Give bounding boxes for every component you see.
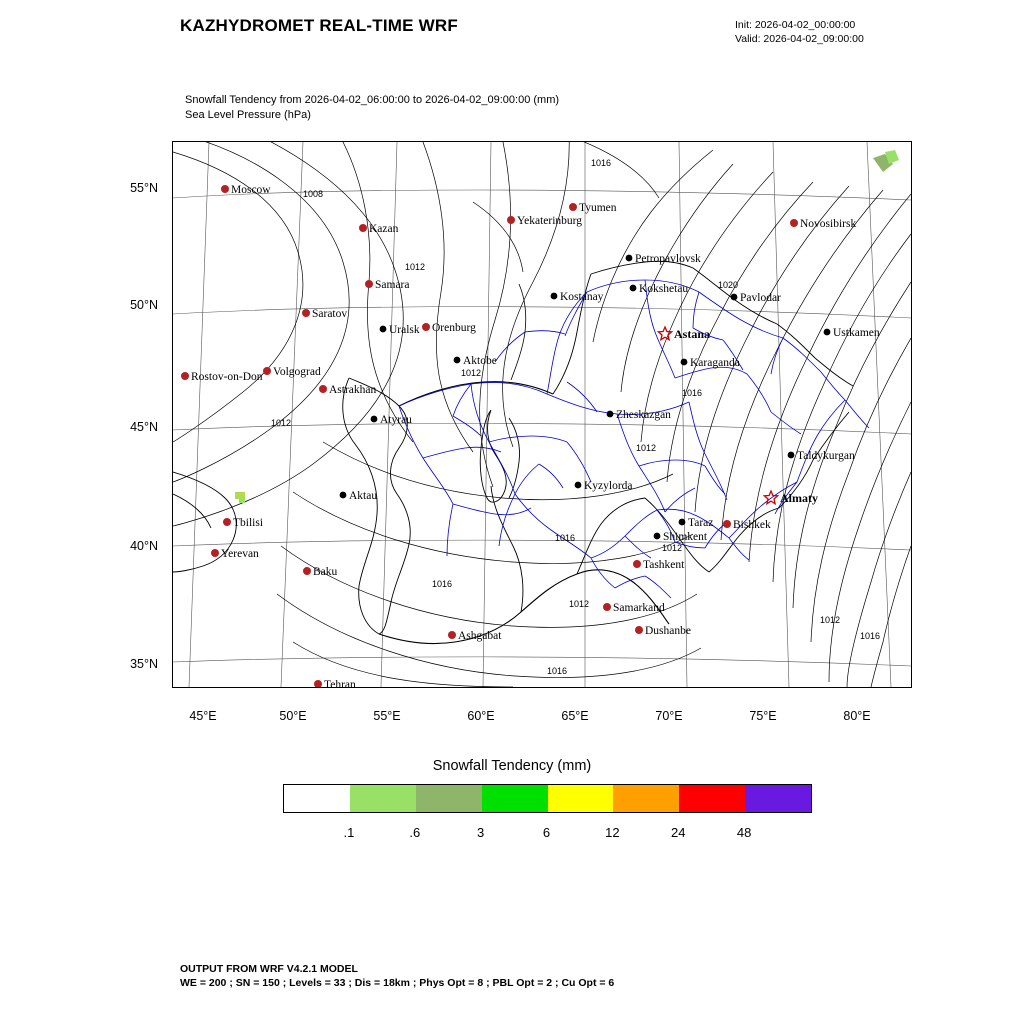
lon-label-50e: 50°E	[279, 709, 307, 723]
city-dot	[633, 560, 641, 568]
lon-label-55e: 55°E	[373, 709, 401, 723]
colorbar-tick-2: 3	[477, 825, 485, 840]
colorbar-title: Snowfall Tendency (mm)	[432, 758, 592, 774]
lon-label-45e: 45°E	[189, 709, 217, 723]
city-name-label: Almaty	[780, 491, 818, 505]
colorbar-tick-labels	[283, 825, 812, 843]
city-dot	[263, 367, 271, 375]
city-name-label: Ashgabat	[458, 630, 502, 642]
city-name-label: Samarkand	[613, 602, 665, 614]
city-dot	[223, 518, 231, 526]
isobar-label-13: 1016	[860, 631, 881, 641]
city-dot	[303, 567, 311, 575]
city-name-label: Saratov	[312, 308, 348, 320]
city-name-label: Rostov-on-Don	[191, 371, 263, 383]
city-name-label: Astrakhan	[329, 384, 377, 396]
colorbar-tick-5: 24	[671, 825, 686, 840]
isobar-label-3: 1020	[718, 280, 739, 290]
city-marker[interactable]	[507, 215, 582, 227]
city-name-label: Kokshetau	[639, 283, 689, 295]
city-marker[interactable]	[603, 602, 665, 614]
lon-label-70e: 70°E	[655, 709, 683, 723]
colorbar-tick-1: .6	[409, 825, 421, 840]
colorbar-tick-4: 12	[605, 825, 620, 840]
colorbar-swatch-5	[613, 785, 679, 812]
isobar-label-8: 1016	[555, 533, 576, 543]
city-dot	[454, 357, 461, 364]
city-marker[interactable]	[681, 357, 740, 369]
model-output-info	[180, 962, 614, 990]
city-marker[interactable]	[824, 327, 880, 339]
lat-label-40n: 40°N	[130, 539, 158, 553]
city-name-label: Zheskazgan	[616, 409, 671, 421]
city-marker[interactable]	[790, 218, 856, 230]
city-name-label: Baku	[313, 566, 338, 578]
city-dot	[211, 549, 219, 557]
city-marker[interactable]	[607, 409, 672, 421]
city-name-label: Samara	[375, 279, 410, 291]
colorbar-swatch-3	[482, 785, 548, 812]
city-name-label: Kazan	[369, 223, 399, 235]
isobar-label-9: 1012	[662, 543, 683, 553]
city-name-label: Moscow	[231, 184, 271, 196]
city-dot	[422, 323, 430, 331]
city-dot	[448, 631, 456, 639]
isobar-label-7: 1012	[636, 443, 657, 453]
city-name-label: Volgograd	[273, 366, 321, 378]
city-dot	[731, 294, 738, 301]
city-marker[interactable]	[630, 283, 689, 295]
field-line-2: Sea Level Pressure (hPa)	[185, 109, 311, 121]
city-name-label: Yerevan	[221, 548, 259, 560]
city-dot	[569, 203, 577, 211]
lon-label-65e: 65°E	[561, 709, 589, 723]
colorbar-swatch-6	[679, 785, 745, 812]
isobar-label-6: 1012	[271, 418, 292, 428]
city-dot	[723, 520, 731, 528]
city-dot	[340, 492, 347, 499]
lat-label-50n: 50°N	[130, 298, 158, 312]
lon-label-75e: 75°E	[749, 709, 777, 723]
colorbar-swatch-1	[350, 785, 416, 812]
city-dot	[551, 293, 558, 300]
colorbar	[283, 784, 812, 813]
city-dot	[607, 411, 614, 418]
city-name-label: Kostanay	[560, 291, 604, 303]
city-dot	[603, 603, 611, 611]
city-marker[interactable]	[575, 480, 633, 492]
city-dot	[380, 326, 387, 333]
lat-label-35n: 35°N	[130, 657, 158, 671]
city-dot	[790, 219, 798, 227]
city-dot	[788, 452, 795, 459]
city-name-label: Atyrau	[380, 414, 412, 426]
city-name-label: Ustkamen	[833, 327, 880, 339]
city-dot	[371, 416, 378, 423]
city-dot	[679, 519, 686, 526]
city-name-label: Tyumen	[579, 202, 617, 214]
isobar-label-12: 1012	[820, 615, 841, 625]
isobar-label-1: 1008	[303, 189, 324, 199]
city-marker[interactable]	[626, 253, 701, 265]
city-dot	[630, 285, 637, 292]
city-dot	[359, 224, 367, 232]
city-name-label: Dushanbe	[645, 625, 691, 637]
city-dot	[507, 216, 515, 224]
lat-label-55n: 55°N	[130, 181, 158, 195]
page-title: KAZHYDROMET REAL-TIME WRF	[180, 16, 458, 35]
run-time-info	[735, 18, 864, 46]
city-marker[interactable]	[788, 450, 855, 462]
isobar-label-5: 1016	[682, 388, 703, 398]
city-name-label: Pavlodar	[740, 292, 781, 304]
city-dot	[181, 372, 189, 380]
city-name-label: Bishkek	[733, 519, 771, 531]
city-dot	[221, 185, 229, 193]
footer-line-2: WE = 200 ; SN = 150 ; Levels = 33 ; Dis = 18km ; Phys Opt = 8 ; PBL Opt = 2 ; Cu Opt = 6	[180, 977, 615, 989]
field-line-1: Snowfall Tendency from 2026-04-02_06:00:00 to 2026-04-02_09:00:00 (mm)	[185, 94, 560, 106]
city-dot	[681, 359, 688, 366]
city-dot	[319, 385, 327, 393]
city-name-label: Aktobe	[463, 355, 497, 367]
colorbar-swatch-7	[745, 785, 811, 812]
colorbar-swatch-4	[548, 785, 614, 812]
city-name-label: Aktau	[349, 490, 378, 502]
field-description	[185, 93, 559, 123]
city-dot	[365, 280, 373, 288]
city-name-label: Taraz	[688, 517, 714, 529]
city-marker[interactable]	[181, 371, 263, 383]
lon-label-60e: 60°E	[467, 709, 495, 723]
isobar-label-0: 1016	[591, 158, 612, 168]
city-dot	[302, 309, 310, 317]
isobar-label-14: 1016	[547, 666, 568, 676]
isobar-label-10: 1016	[432, 579, 453, 589]
city-dot	[824, 329, 831, 336]
city-name-label: Shimkent	[663, 531, 708, 543]
city-name-label: Karaganda	[690, 357, 740, 369]
valid-time: Valid: 2026-04-02_09:00:00	[735, 33, 864, 45]
city-name-label: Tehran	[324, 679, 356, 687]
map-canvas[interactable]	[172, 141, 912, 688]
colorbar-tick-6: 48	[736, 825, 752, 840]
city-name-label: Yekaterinburg	[517, 215, 583, 227]
colorbar-tick-0: .1	[343, 825, 355, 840]
city-dot	[654, 533, 661, 540]
city-name-label: Astana	[674, 327, 711, 341]
colorbar-swatch-2	[416, 785, 482, 812]
colorbar-tick-3: 6	[542, 825, 551, 840]
city-name-label: Uralsk	[389, 324, 420, 336]
isobar-label-2: 1012	[405, 262, 426, 272]
isobar-label-4: 1012	[461, 368, 482, 378]
city-dot	[575, 482, 582, 489]
city-name-label: Novosibirsk	[800, 218, 857, 230]
footer-line-1: OUTPUT FROM WRF V4.2.1 MODEL	[180, 963, 358, 975]
colorbar-swatch-0	[284, 785, 350, 812]
city-name-label: Tbilisi	[233, 517, 264, 529]
city-name-label: Orenburg	[432, 322, 476, 334]
isobar-label-11: 1012	[569, 599, 590, 609]
lat-label-45n: 45°N	[130, 420, 158, 434]
city-name-label: Tashkent	[643, 559, 685, 571]
init-time: Init: 2026-04-02_00:00:00	[735, 19, 856, 31]
city-name-label: Petropavlovsk	[635, 253, 701, 265]
lon-label-80e: 80°E	[843, 709, 871, 723]
city-name-label: Taldykurgan	[797, 450, 855, 462]
city-name-label: Kyzylorda	[584, 480, 633, 492]
city-dot	[626, 255, 633, 262]
city-dot	[635, 626, 643, 634]
